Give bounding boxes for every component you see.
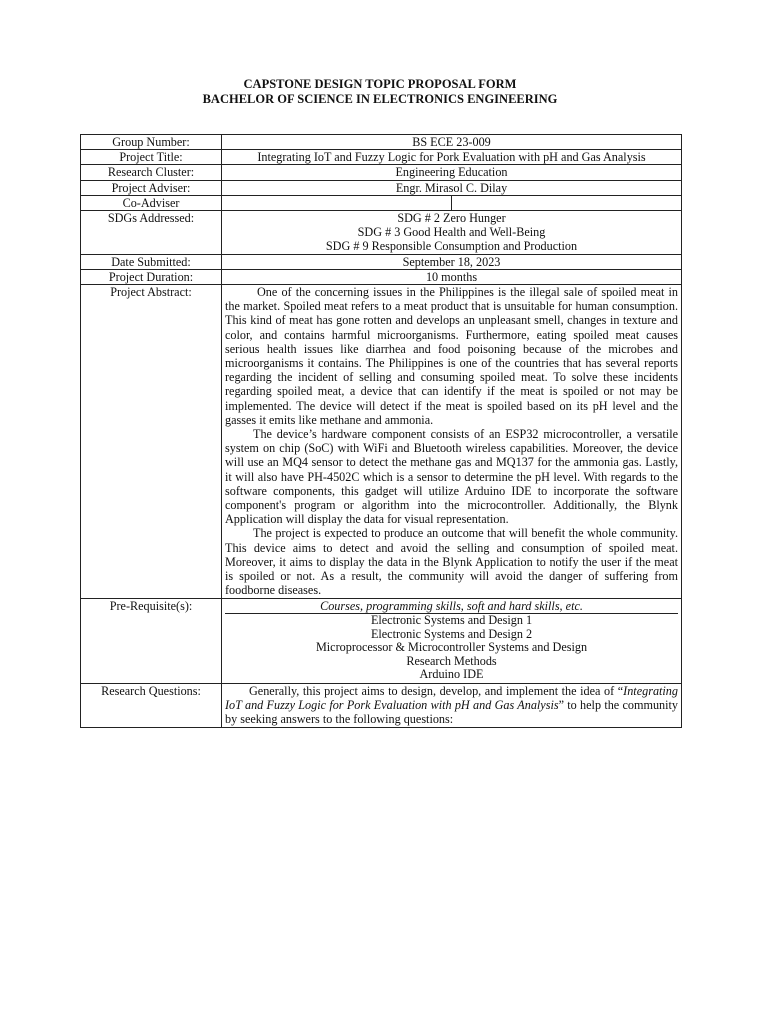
sdgs-value (222, 211, 682, 255)
prerequisite-item: Arduino IDE (419, 667, 484, 682)
row-project-title (81, 150, 682, 165)
group-number-label: Group Number: (81, 135, 222, 150)
prerequisite-item: Electronic Systems and Design 2 (370, 626, 533, 641)
row-co-adviser (81, 195, 682, 210)
sdg-item: SDG # 2 Zero Hunger (397, 211, 506, 226)
project-abstract-label: Project Abstract: (81, 285, 222, 598)
row-group-number (81, 135, 682, 150)
abstract-paragraph: The device’s hardware component consists of an ESP32 microcontroller, a versatile system on chip (SoC) with WiFi and Bluetooth wireless capabilities. Moreover, the device will use an MQ4 sensor to detect the methane gas and MQ137 for the ammonia gas. Lastly, it will also have PH-4502C which is a sensor to determine the pH level. With regards to the software components, this gadget will utilize Arduino IDE to incorporate the software component's program or algorithm into the microcontroller. Additionally, the Blynk Application will display the data for visual representation. (225, 427, 678, 527)
project-abstract-value (222, 285, 682, 598)
project-adviser-value: Engr. Mirasol C. Dilay (222, 180, 682, 195)
co-adviser-empty-cell (452, 196, 681, 210)
date-submitted-label: Date Submitted: (81, 254, 222, 269)
prerequisite-item: Electronic Systems and Design 1 (370, 613, 533, 627)
abstract-paragraph: The project is expected to produce an outcome that will benefit the whole community. This device aims to detect and avoid the selling and consumption of spoiled meat. Moreover, it aims to display the data in the Blynk Application to notify the user if the meat is spoiled or not. As a result, the community will avoid the danger of suffering from foodborne diseases. (225, 526, 678, 598)
form-subtitle: BACHELOR OF SCIENCE IN ELECTRONICS ENGINEERING (202, 92, 558, 106)
sdg-item: SDG # 3 Good Health and Well-Being (357, 225, 546, 240)
prerequisite-item: Research Methods (406, 653, 497, 668)
rq-project-title: Integrating IoT and Fuzzy Logic for Pork Evaluation with pH and Gas Analysis (225, 683, 678, 713)
project-title-value: Integrating IoT and Fuzzy Logic for Pork Evaluation with pH and Gas Analysis (222, 150, 682, 165)
prerequisites-list (225, 614, 678, 683)
row-sdgs (81, 211, 682, 255)
abstract-paragraph: One of the concerning issues in the Philippines is the illegal sale of spoiled meat in the market. Spoiled meat refers to a meat product that is unsuitable for human consumption. This kind of meat has gone rotten and develops an unpleasant smell, changes in texture and color, and contains harmful microorganisms. Furthermore, eating spoiled meat causes serious health issues like diarrhea and food poisoning because of the microbes and microorganisms it contains. The Philippines is one of the countries that has several reports regarding the incident of selling and consuming spoiled meat. To solve these incidents regarding spoiled meat, a device that can identify if the meat is spoiled or not may be implemented. The device will detect if the meat is spoiled based on its pH level and the gasses it emits like methane and ammonia. (225, 285, 678, 427)
co-adviser-value-cell (222, 195, 682, 210)
form-header (0, 77, 760, 107)
prerequisites-value (222, 598, 682, 683)
form-title: CAPSTONE DESIGN TOPIC PROPOSAL FORM (243, 77, 517, 91)
proposal-form-table (80, 134, 682, 728)
project-duration-label: Project Duration: (81, 269, 222, 284)
row-research-questions (81, 683, 682, 727)
research-questions-paragraph (225, 684, 678, 727)
group-number-value: BS ECE 23-009 (222, 135, 682, 150)
prerequisite-item: Microprocessor & Microcontroller Systems and Design (315, 640, 588, 655)
project-title-label: Project Title: (81, 150, 222, 165)
project-adviser-label: Project Adviser: (81, 180, 222, 195)
sdg-item: SDG # 9 Responsible Consumption and Production (325, 239, 578, 254)
date-submitted-value: September 18, 2023 (222, 254, 682, 269)
project-duration-value: 10 months (222, 269, 682, 284)
row-project-duration (81, 269, 682, 284)
co-adviser-split (222, 196, 681, 210)
row-project-abstract (81, 285, 682, 598)
row-date-submitted (81, 254, 682, 269)
rq-text-after: ” to help the community by seeking answers to the following questions: (225, 698, 679, 727)
row-research-cluster (81, 165, 682, 180)
co-adviser-value (222, 196, 452, 210)
co-adviser-label: Co-Adviser (81, 195, 222, 210)
rq-text-before: Generally, this project aims to design, develop, and implement the idea of “ (249, 683, 624, 698)
research-cluster-value: Engineering Education (222, 165, 682, 180)
row-project-adviser (81, 180, 682, 195)
research-cluster-label: Research Cluster: (81, 165, 222, 180)
prerequisites-note: Courses, programming skills, soft and hard skills, etc. (225, 599, 678, 615)
sdgs-label: SDGs Addressed: (81, 211, 222, 255)
research-questions-label: Research Questions: (81, 683, 222, 727)
research-questions-value (222, 683, 682, 727)
prerequisites-label: Pre-Requisite(s): (81, 598, 222, 683)
row-prerequisites (81, 598, 682, 683)
